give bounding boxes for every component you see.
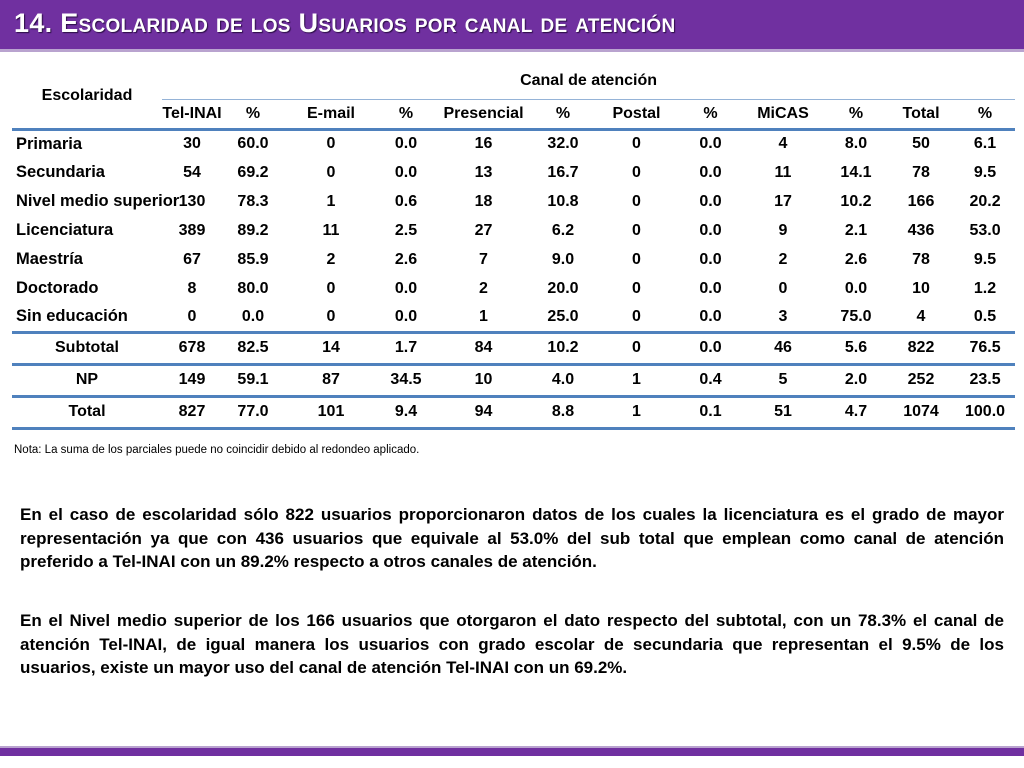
- table-row: [12, 129, 1015, 158]
- table-cell: 20.2: [969, 192, 1001, 210]
- row-label: Nivel medio superior: [16, 192, 180, 210]
- row-header-label: Escolaridad: [12, 64, 162, 129]
- table-row: [12, 332, 1015, 364]
- table-cell: 32.0: [547, 135, 579, 153]
- table-cell: 59.1: [222, 364, 284, 396]
- table-cell: 149: [162, 364, 222, 396]
- table-row: [12, 216, 1015, 245]
- table-cell: 0.6: [394, 192, 418, 210]
- table-cell: 0: [632, 250, 641, 268]
- table-cell: 0: [326, 307, 336, 325]
- table-cell: 50: [912, 135, 930, 153]
- table-cell: 78: [912, 163, 930, 181]
- table-cell: 0: [632, 221, 641, 239]
- table-cell: 3: [778, 307, 788, 325]
- table-cell: 0: [326, 163, 336, 181]
- table-row: [12, 364, 1015, 396]
- table-cell: 0.0: [699, 221, 722, 239]
- table-cell: 51: [741, 396, 825, 428]
- table-cell: 0: [326, 279, 336, 297]
- table-cell: 10.2: [840, 192, 872, 210]
- row-label: Total: [12, 396, 162, 428]
- table-cell: 10: [434, 364, 533, 396]
- table-body: [12, 129, 1015, 428]
- table-cell: 1: [593, 364, 680, 396]
- table-cell: 8.8: [533, 396, 593, 428]
- table-cell: 2: [479, 279, 488, 297]
- table-cell: 4: [916, 307, 926, 325]
- table-cell: 84: [434, 332, 533, 364]
- table-row: [12, 303, 1015, 332]
- row-label: Sin educación: [16, 307, 128, 326]
- column-header: Presencial: [434, 99, 533, 129]
- table-cell: 2.5: [394, 221, 418, 239]
- table-cell: 0.0: [699, 250, 722, 268]
- row-label: Doctorado: [16, 279, 99, 297]
- table-cell: 678: [162, 332, 222, 364]
- group-header-label: Canal de atención: [162, 64, 1015, 99]
- table-cell: 10.8: [547, 192, 579, 210]
- paragraph-1: En el caso de escolaridad sólo 822 usuarios proporcionaron datos de los cuales la licenciatura es el grado de mayor representación ya que con 436 usuarios que equivale al 53.0% del sub total que emplean como canal de atención preferido a Tel-INAI con un 89.2% respecto a otros canales de atención.: [20, 505, 1004, 571]
- table-row: [12, 187, 1015, 216]
- table-cell: 0: [632, 279, 641, 297]
- table-cell: 20.0: [547, 279, 579, 297]
- table-cell: 17: [774, 192, 792, 210]
- row-label: NP: [12, 364, 162, 396]
- table-cell: 53.0: [969, 221, 1001, 239]
- table-cell: 0.0: [699, 163, 722, 181]
- table-cell: 166: [907, 192, 935, 210]
- table-cell: 0.0: [394, 279, 418, 297]
- table-cell: 89.2: [237, 221, 269, 239]
- table-cell: 101: [284, 396, 378, 428]
- table-cell: 0.0: [680, 332, 741, 364]
- table-cell: 252: [887, 364, 955, 396]
- table-cell: 8.0: [844, 135, 868, 153]
- title-rule: [0, 49, 1024, 52]
- table-cell: 2: [778, 250, 788, 268]
- table-cell: 54: [183, 163, 201, 181]
- table-cell: 94: [434, 396, 533, 428]
- column-header: Tel-INAI: [162, 99, 222, 129]
- table-cell: 18: [474, 192, 493, 210]
- table-cell: 2: [326, 250, 336, 268]
- table-cell: 87: [284, 364, 378, 396]
- table-cell: 11: [774, 163, 792, 181]
- table-cell: 0.0: [241, 307, 265, 325]
- table-cell: 4.7: [825, 396, 887, 428]
- table-cell: 6.1: [973, 135, 997, 153]
- table-cell: 9.5: [973, 250, 997, 268]
- table-cell: 5: [741, 364, 825, 396]
- table-cell: 0.0: [699, 135, 722, 153]
- table-cell: 1.2: [973, 279, 997, 297]
- table-cell: 30: [183, 135, 201, 153]
- table-cell: 1: [479, 307, 488, 325]
- column-header: %: [222, 99, 284, 129]
- paragraph-2: En el Nivel medio superior de los 166 usuarios que otorgaron el dato respecto del subtotal, con un 78.3% el canal de atención Tel-INAI, de igual manera los usuarios con grado escolar de secundaria que representan el 9.5% de los usuarios, existe un mayor uso del canal de atención Tel-INAI con un 69.2%.: [20, 611, 1004, 677]
- table-cell: 80.0: [237, 279, 269, 297]
- table-cell: 1: [326, 192, 336, 210]
- table-cell: 78: [912, 250, 930, 268]
- column-header: %: [955, 99, 1015, 129]
- column-header-row: [12, 99, 1015, 129]
- table-cell: 10: [912, 279, 930, 297]
- row-label: Subtotal: [12, 332, 162, 364]
- table-cell: 85.9: [237, 250, 269, 268]
- table-cell: 9.5: [973, 163, 997, 181]
- table-cell: 11: [322, 221, 340, 239]
- table-cell: 27: [474, 221, 493, 239]
- row-label: Primaria: [16, 134, 83, 153]
- table-cell: 4: [778, 135, 788, 153]
- table-cell: 0.0: [394, 135, 418, 153]
- table-cell: 14: [284, 332, 378, 364]
- table-cell: 0: [632, 135, 641, 153]
- table-cell: 9.4: [378, 396, 434, 428]
- column-header: %: [378, 99, 434, 129]
- column-header: Postal: [593, 99, 680, 129]
- table-cell: 16: [474, 135, 493, 153]
- table-cell: 6.2: [551, 221, 575, 239]
- table-cell: 34.5: [378, 364, 434, 396]
- footnote: Nota: La suma de los parciales puede no coincidir debido al redondeo aplicado.: [14, 444, 420, 456]
- table-container: [12, 64, 1015, 430]
- escolaridad-table: [12, 64, 1015, 430]
- table-cell: 8: [187, 279, 197, 297]
- table-cell: 0.0: [699, 192, 722, 210]
- table-cell: 67: [183, 250, 201, 268]
- table-cell: 2.1: [844, 221, 868, 239]
- table-cell: 0: [632, 192, 641, 210]
- table-cell: 389: [178, 221, 206, 239]
- table-row: [12, 274, 1015, 303]
- table-cell: 0: [632, 307, 641, 325]
- column-header: %: [533, 99, 593, 129]
- table-cell: 0: [187, 307, 197, 325]
- table-cell: 16.7: [547, 163, 579, 181]
- table-cell: 9.0: [551, 250, 575, 268]
- table-row: [12, 245, 1015, 274]
- title-bar: [0, 0, 1024, 49]
- table-cell: 0.0: [394, 163, 418, 181]
- table-cell: 10.2: [533, 332, 593, 364]
- table-cell: 78.3: [237, 192, 269, 210]
- table-cell: 13: [474, 163, 493, 181]
- column-header: %: [680, 99, 741, 129]
- table-cell: 2.6: [394, 250, 418, 268]
- table-cell: 25.0: [547, 307, 579, 325]
- table-cell: 76.5: [955, 332, 1015, 364]
- table-cell: 822: [887, 332, 955, 364]
- table-cell: 0.0: [844, 279, 868, 297]
- column-header: E-mail: [284, 99, 378, 129]
- row-label: Licenciatura: [16, 221, 114, 239]
- table-cell: 75.0: [840, 307, 872, 325]
- table-cell: 827: [162, 396, 222, 428]
- table-cell: 1074: [887, 396, 955, 428]
- table-cell: 130: [178, 192, 206, 210]
- table-cell: 82.5: [222, 332, 284, 364]
- table-row: [12, 158, 1015, 187]
- table-cell: 1.7: [378, 332, 434, 364]
- table-cell: 5.6: [825, 332, 887, 364]
- table-cell: 0.4: [680, 364, 741, 396]
- table-cell: 0: [778, 279, 788, 297]
- table-row: [12, 396, 1015, 428]
- table-cell: 7: [479, 250, 488, 268]
- bottom-rule: [0, 748, 1024, 756]
- table-cell: 1: [593, 396, 680, 428]
- column-header: Total: [887, 99, 955, 129]
- table-cell: 69.2: [237, 163, 269, 181]
- table-cell: 23.5: [955, 364, 1015, 396]
- table-cell: 436: [907, 221, 935, 239]
- page-title: 14. Escolaridad de los Usuarios por canal de atención: [14, 8, 676, 38]
- table-cell: 2.6: [844, 250, 868, 268]
- table-cell: 2.0: [825, 364, 887, 396]
- table-cell: 4.0: [533, 364, 593, 396]
- column-header: %: [825, 99, 887, 129]
- table-cell: 0.0: [699, 307, 722, 325]
- row-label: Secundaria: [16, 163, 105, 181]
- table-cell: 0.0: [394, 307, 418, 325]
- table-cell: 9: [778, 221, 788, 239]
- table-cell: 0.5: [973, 307, 997, 325]
- table-cell: 46: [741, 332, 825, 364]
- table-cell: 0: [593, 332, 680, 364]
- table-cell: 0.1: [680, 396, 741, 428]
- table-cell: 0.0: [699, 279, 722, 297]
- table-cell: 14.1: [840, 163, 872, 181]
- row-label: Maestría: [16, 250, 83, 268]
- table-cell: 0: [632, 163, 641, 181]
- table-cell: 60.0: [237, 135, 269, 153]
- column-header: MiCAS: [741, 99, 825, 129]
- table-cell: 0: [326, 135, 336, 153]
- table-cell: 100.0: [955, 396, 1015, 428]
- table-cell: 77.0: [222, 396, 284, 428]
